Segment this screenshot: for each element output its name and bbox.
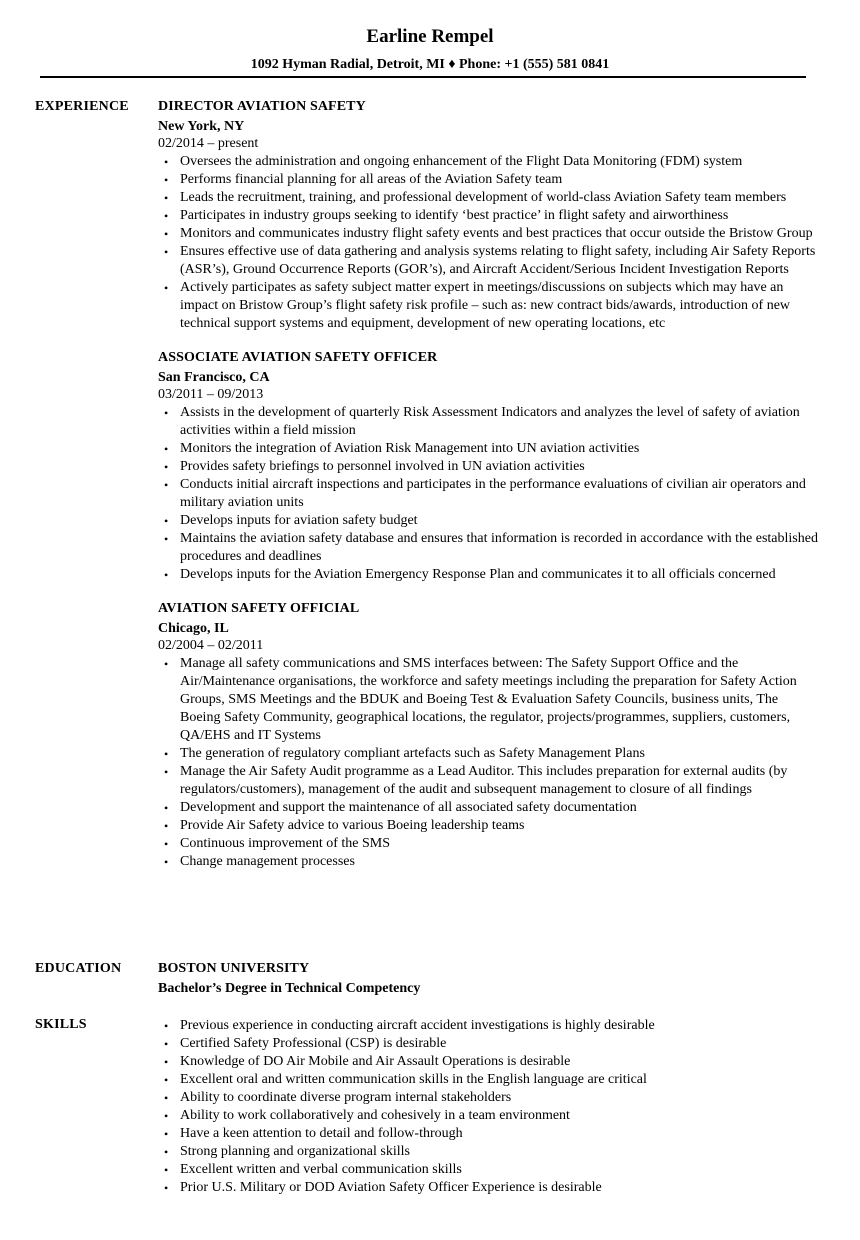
job-title: ASSOCIATE AVIATION SAFETY OFFICER [158,350,438,365]
header-divider [40,76,806,78]
list-item [158,566,818,584]
bullet-icon: • [164,801,169,815]
bullet-icon: • [164,765,169,779]
list-item-text: Provide Air Safety advice to various Boeing leadership teams [180,818,525,833]
skill-text: Strong planning and organizational skills [180,1144,410,1159]
list-item-text: Ensures effective use of data gathering and analysis systems relating to flight safety, including Air Safety Reports (ASR’s), Ground Occurrence Reports (GOR’s), and Aircraft Accident/Serious Incident Investigation Reports [180,244,816,277]
job-dates: 03/2011 – 09/2013 [158,387,264,402]
job-entry [158,98,818,333]
list-item [158,1125,818,1143]
bullet-icon: • [164,209,169,223]
list-item [158,1089,818,1107]
list-item [158,404,818,440]
section-label-experience: EXPERIENCE [35,99,129,114]
list-item [158,799,818,817]
bullet-icon: • [164,657,169,671]
bullet-icon: • [164,1073,169,1087]
bullet-icon: • [164,173,169,187]
section-label-education: EDUCATION [35,961,122,976]
bullet-icon: • [164,1145,169,1159]
list-item [158,853,818,871]
bullet-icon: • [164,1037,169,1051]
list-item-text: Manage the Air Safety Audit programme as a Lead Auditor. This includes preparation for external audits (by regulators/customers), management of the audit and subsequent management to closure of all findings [180,764,788,797]
skill-text: Prior U.S. Military or DOD Aviation Safety Officer Experience is desirable [180,1180,602,1195]
list-item-text: Leads the recruitment, training, and professional development of world-class Aviation Safety team members [180,190,787,205]
bullet-icon: • [164,155,169,169]
list-item-text: Development and support the maintenance of all associated safety documentation [180,800,637,815]
bullet-icon: • [164,281,169,295]
bullet-icon: • [164,478,169,492]
skill-text: Have a keen attention to detail and follow-through [180,1126,463,1141]
bullet-icon: • [164,747,169,761]
list-item-text: Performs financial planning for all areas of the Aviation Safety team [180,172,563,187]
skill-text: Excellent written and verbal communication skills [180,1162,462,1177]
job-dates: 02/2004 – 02/2011 [158,638,264,653]
list-item-text: The generation of regulatory compliant artefacts such as Safety Management Plans [180,746,645,761]
list-item [158,655,818,745]
skills-entry [158,1016,818,1197]
bullet-icon: • [164,406,169,420]
bullet-icon: • [164,227,169,241]
skill-text: Excellent oral and written communication skills in the English language are critical [180,1072,647,1087]
job-responsibilities [158,655,818,871]
list-item [158,1179,818,1197]
school-name: BOSTON UNIVERSITY [158,961,310,976]
job-responsibilities [158,404,818,584]
bullet-icon: • [164,1163,169,1177]
bullet-icon: • [164,819,169,833]
bullet-icon: • [164,1019,169,1033]
skill-text: Knowledge of DO Air Mobile and Air Assault Operations is desirable [180,1054,571,1069]
bullet-icon: • [164,460,169,474]
list-item [158,171,818,189]
bullet-icon: • [164,837,169,851]
job-entry [158,600,818,871]
degree-name: Bachelor’s Degree in Technical Competency [158,981,421,996]
education-entry [158,960,818,998]
bullet-icon: • [164,514,169,528]
list-item-text: Conducts initial aircraft inspections and participates in the performance evaluations of civilian air operators and military aviation units [180,477,806,510]
candidate-name: Earline Rempel [366,26,494,47]
list-item [158,1017,818,1035]
bullet-icon: • [164,1181,169,1195]
bullet-icon: • [164,532,169,546]
list-item-text: Continuous improvement of the SMS [180,836,390,851]
list-item [158,817,818,835]
experience-list [158,98,818,887]
list-item-text: Participates in industry groups seeking to identify ‘best practice’ in flight safety and airworthiness [180,208,729,223]
bullet-icon: • [164,245,169,259]
list-item-text: Assists in the development of quarterly Risk Assessment Indicators and analyzes the level of safety of aviation activities within a field mission [180,405,800,438]
list-item [158,207,818,225]
job-responsibilities [158,153,818,333]
list-item-text: Manage all safety communications and SMS interfaces between: The Safety Support Office and the Air/Maintenance organisations, the workforce and safety meetings including the preparation for Safety Action Groups, SMS Meetings and the BDUK and Boeing Test & Evaluation Safety Councils, business units, The Boeing Safety Community, geographical locations, the regulator, projects/programmes, suppliers, customers, QA/EHS and IT Systems [180,656,797,743]
list-item [158,835,818,853]
job-title: AVIATION SAFETY OFFICIAL [158,601,360,616]
bullet-icon: • [164,191,169,205]
skills-list [158,1017,818,1197]
skill-text: Previous experience in conducting aircraft accident investigations is highly desirable [180,1018,655,1033]
list-item [158,440,818,458]
list-item [158,512,818,530]
bullet-icon: • [164,855,169,869]
list-item [158,1143,818,1161]
contact-line: 1092 Hyman Radial, Detroit, MI ♦ Phone: +1 (555) 581 0841 [250,57,610,72]
list-item [158,1053,818,1071]
list-item [158,458,818,476]
list-item-text: Develops inputs for the Aviation Emergency Response Plan and communicates it to all officials concerned [180,567,776,582]
list-item-text: Monitors the integration of Aviation Risk Management into UN aviation activities [180,441,640,456]
bullet-icon: • [164,1127,169,1141]
list-item [158,153,818,171]
bullet-icon: • [164,442,169,456]
list-item [158,1035,818,1053]
job-location: Chicago, IL [158,621,229,636]
list-item [158,476,818,512]
list-item-text: Actively participates as safety subject matter expert in meetings/discussions on subjects which may have an impact on Bristow Group’s flight safety risk profile – such as: new contract bids/awards, introduction of new technical support systems and equipment, development of new operating locations, etc [180,280,791,331]
skill-text: Ability to work collaboratively and cohesively in a team environment [180,1108,570,1123]
job-dates: 02/2014 – present [158,136,259,151]
list-item [158,763,818,799]
list-item [158,1107,818,1125]
list-item [158,189,818,207]
bullet-icon: • [164,1109,169,1123]
list-item [158,530,818,566]
bullet-icon: • [164,1055,169,1069]
list-item [158,279,818,333]
list-item-text: Change management processes [180,854,355,869]
list-item-text: Develops inputs for aviation safety budget [180,513,418,528]
skill-text: Ability to coordinate diverse program internal stakeholders [180,1090,512,1105]
list-item [158,745,818,763]
job-title: DIRECTOR AVIATION SAFETY [158,99,366,114]
list-item [158,225,818,243]
skill-text: Certified Safety Professional (CSP) is desirable [180,1036,447,1051]
list-item-text: Provides safety briefings to personnel involved in UN aviation activities [180,459,585,474]
bullet-icon: • [164,1091,169,1105]
resume-header [0,24,860,74]
job-location: San Francisco, CA [158,370,270,385]
job-entry [158,349,818,584]
section-label-skills: SKILLS [35,1017,87,1032]
list-item [158,243,818,279]
list-item-text: Maintains the aviation safety database and ensures that information is recorded in accordance with the established procedures and deadlines [180,531,818,564]
bullet-icon: • [164,568,169,582]
job-location: New York, NY [158,119,245,134]
list-item [158,1161,818,1179]
list-item-text: Oversees the administration and ongoing enhancement of the Flight Data Monitoring (FDM) system [180,154,743,169]
list-item-text: Monitors and communicates industry flight safety events and best practices that occur outside the Bristow Group [180,226,813,241]
list-item [158,1071,818,1089]
